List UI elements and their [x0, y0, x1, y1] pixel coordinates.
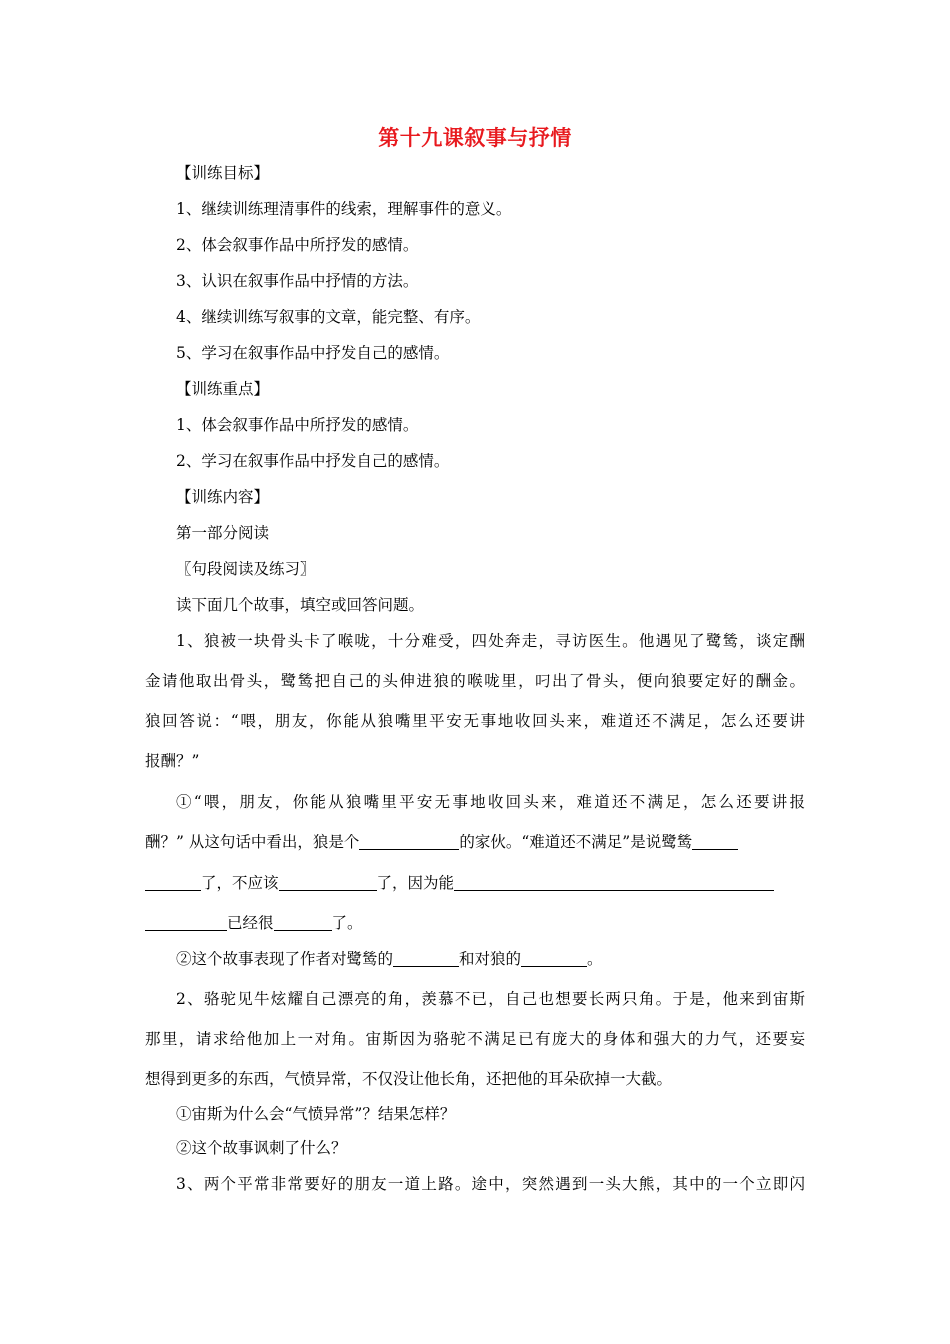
- focus-heading: 【训练重点】: [176, 380, 270, 398]
- question-line: [145, 832, 805, 852]
- goal-item: 4、继续训练写叙事的文章，能完整、有序。: [176, 308, 481, 326]
- story-paragraph-line: 2、骆驼见牛炫耀自己漂亮的角，羡慕不已，自己也想要长两只角。于是，他来到宙斯: [176, 990, 805, 1008]
- question-line: [145, 873, 805, 893]
- answer-blank[interactable]: [692, 835, 738, 850]
- focus-item: 2、学习在叙事作品中抒发自己的感情。: [176, 452, 450, 470]
- instruction-text: 读下面几个故事，填空或回答问题。: [176, 596, 425, 614]
- question-text: 了，不应该: [201, 874, 279, 892]
- question-text: 了。: [331, 914, 363, 932]
- goal-item: 5、学习在叙事作品中抒发自己的感情。: [176, 344, 450, 362]
- answer-blank[interactable]: [521, 952, 587, 967]
- story-paragraph-line: 金请他取出骨头，鹭鸶把自己的头伸进狼的喉咙里，叼出了骨头，便向狼要定好的酬金。: [145, 672, 805, 690]
- question-text: 和对狼的: [459, 950, 522, 968]
- answer-blank[interactable]: [145, 876, 201, 891]
- section-subheading: 〖句段阅读及练习〗: [176, 560, 316, 578]
- story-paragraph-line: 3、两个平常非常要好的朋友一道上路。途中，突然遇到一头大熊，其中的一个立即闪: [176, 1175, 805, 1193]
- answer-blank[interactable]: [145, 916, 227, 931]
- goals-heading: 【训练目标】: [176, 164, 270, 182]
- question-line: ①宙斯为什么会“气愤异常”？结果怎样？: [176, 1105, 456, 1123]
- answer-blank[interactable]: [359, 835, 459, 850]
- story-paragraph-line: 狼回答说：“喂，朋友，你能从狼嘴里平安无事地收回头来，难道还不满足，怎么还要讲: [145, 712, 805, 730]
- answer-blank[interactable]: [274, 916, 332, 931]
- question-line: [176, 949, 603, 969]
- answer-blank[interactable]: [279, 876, 377, 891]
- question-text: 的家伙。“难道还不满足”是说鹭鸶: [459, 833, 693, 851]
- story-paragraph-line: 想得到更多的东西，气愤异常，不仅没让他长角，还把他的耳朵砍掉一大截。: [145, 1070, 673, 1088]
- question-text: 已经很: [227, 914, 274, 932]
- answer-blank[interactable]: [454, 876, 774, 891]
- story-paragraph-line: 那里，请求给他加上一对角。宙斯因为骆驼不满足已有庞大的身体和强大的力气，还要妄: [145, 1030, 805, 1048]
- goal-item: 2、体会叙事作品中所抒发的感情。: [176, 236, 419, 254]
- story-paragraph-line: 1、狼被一块骨头卡了喉咙，十分难受，四处奔走，寻访医生。他遇见了鹭鸶，谈定酬: [176, 632, 805, 650]
- page-title: 第十九课叙事与抒情: [378, 126, 572, 150]
- answer-blank[interactable]: [393, 952, 459, 967]
- focus-item: 1、体会叙事作品中所抒发的感情。: [176, 416, 419, 434]
- goal-item: 1、继续训练理清事件的线索，理解事件的意义。: [176, 200, 512, 218]
- content-heading: 【训练内容】: [176, 488, 270, 506]
- question-line: ②这个故事讽刺了什么？: [176, 1139, 347, 1157]
- goal-item: 3、认识在叙事作品中抒情的方法。: [176, 272, 419, 290]
- question-text: 。: [587, 950, 603, 968]
- question-text: ②这个故事表现了作者对鹭鸶的: [176, 950, 394, 968]
- question-line: [145, 913, 805, 933]
- question-text: 了，因为能: [376, 874, 455, 892]
- part-heading: 第一部分阅读: [176, 524, 270, 542]
- question-text: 酬？” 从这句话中看出，狼是个: [145, 833, 360, 851]
- story-paragraph-line: 报酬？”: [145, 752, 200, 770]
- question-line: ①“喂，朋友，你能从狼嘴里平安无事地收回头来，难道还不满足，怎么还要讲报: [176, 793, 805, 811]
